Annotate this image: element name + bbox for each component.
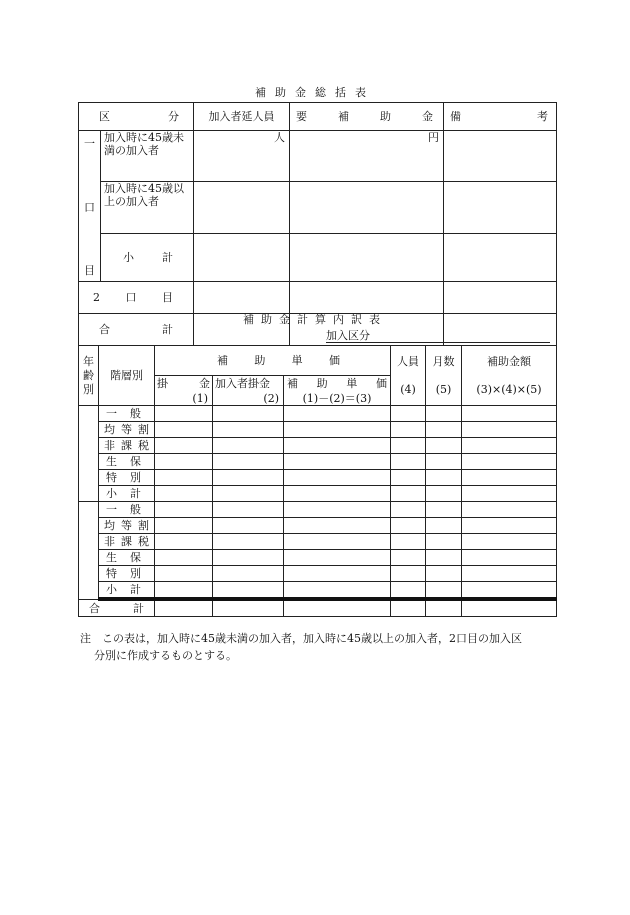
empty-cell [155,550,213,566]
empty-cell [290,233,444,281]
empty-cell [155,422,213,438]
empty-cell [213,599,284,617]
first-unit-label [79,131,101,282]
level-ippan-2: 一 般 [99,502,155,518]
empty-cell [155,582,213,600]
empty-cell [426,470,462,486]
empty-cell [426,486,462,502]
empty-cell [444,233,557,281]
empty-cell [155,438,213,454]
empty-cell [426,582,462,600]
second-unit-label: 2 口 目 [79,282,194,314]
category-over45: 加入時に45歳以上の加入者 [101,182,194,233]
empty-cell [391,422,426,438]
level-shokei-2: 小 計 [99,582,155,600]
breakdown-table [78,345,557,617]
empty-cell [391,438,426,454]
empty-cell [462,454,557,470]
header-amount: 補助金額 (3)×(4)×(5) [462,346,557,406]
empty-cell [155,486,213,502]
empty-cell [155,502,213,518]
age-group-1 [79,406,99,502]
level-kintouwari: 均 等 割 [99,422,155,438]
empty-cell [155,454,213,470]
empty-cell [426,454,462,470]
header-kubun: 区 分 [79,103,194,131]
empty-cell [391,534,426,550]
empty-cell [284,582,391,600]
header-yo: 要 補 助 金 [290,103,444,131]
empty-cell [462,599,557,617]
level-tokubetsu: 特 別 [99,470,155,486]
empty-cell [284,534,391,550]
empty-cell [391,454,426,470]
level-seiho-2: 生 保 [99,550,155,566]
header-persons: 人員 (4) [391,346,426,406]
level-ippan: 一 般 [99,406,155,422]
empty-cell [284,470,391,486]
empty-cell [426,566,462,582]
empty-cell [284,486,391,502]
empty-cell [284,550,391,566]
empty-cell [284,566,391,582]
empty-cell [444,282,557,314]
empty-cell [213,582,284,600]
empty-cell [284,454,391,470]
total-label: 合 計 [79,314,194,346]
breakdown-total-label: 合 計 [79,599,155,617]
empty-cell [391,486,426,502]
category-under45: 加入時に45歳未満の加入者 [101,131,194,182]
empty-cell [155,566,213,582]
unit-person: 人 [194,131,290,182]
header-unit-price: 補 助 単 価 [155,346,391,376]
empty-cell [462,582,557,600]
empty-cell [426,502,462,518]
summary-title: 補助金総括表 [255,86,375,99]
age-group-2 [79,502,99,600]
empty-cell [462,534,557,550]
empty-cell [391,502,426,518]
empty-cell [462,438,557,454]
biko-cell [444,131,557,182]
level-tokubetsu-2: 特 別 [99,566,155,582]
level-hikazei-2: 非 課 税 [99,534,155,550]
empty-cell [213,470,284,486]
empty-cell [290,182,444,233]
empty-cell [426,406,462,422]
empty-cell [213,566,284,582]
empty-cell [391,470,426,486]
empty-cell [213,486,284,502]
empty-cell [194,282,290,314]
empty-cell [155,518,213,534]
header-biko: 備 考 [444,103,557,131]
empty-cell [444,182,557,233]
empty-cell [462,422,557,438]
first-label-3: 目 [84,264,95,277]
empty-cell [391,518,426,534]
empty-cell [194,182,290,233]
level-kintouwari-2: 均 等 割 [99,518,155,534]
empty-cell [290,282,444,314]
empty-cell [426,550,462,566]
empty-cell [213,518,284,534]
header-hojo-tanka: 補 助 単 価 (1)－(2)＝(3) [284,376,391,406]
first-label-1: 一 [84,137,95,150]
empty-cell [426,422,462,438]
empty-cell [391,582,426,600]
footnote-line-1: 注 この表は，加入時に45歳未満の加入者，加入時に45歳以上の加入者，2口目の加入区 [80,632,522,645]
empty-cell [462,470,557,486]
empty-cell [391,550,426,566]
kubun-label: 加入区分 [326,329,550,343]
first-label-2: 口 [84,200,95,214]
empty-cell [462,502,557,518]
empty-cell [284,502,391,518]
empty-cell [155,406,213,422]
footnote-line-2: 分別に作成するものとする。 [94,649,237,662]
header-months: 月数 (5) [426,346,462,406]
empty-cell [462,566,557,582]
empty-cell [213,502,284,518]
summary-table [78,102,557,346]
empty-cell [462,406,557,422]
empty-cell [155,470,213,486]
empty-cell [426,599,462,617]
empty-cell [194,233,290,281]
empty-cell [284,438,391,454]
empty-cell [426,534,462,550]
empty-cell [391,599,426,617]
subtotal-label: 小 計 [101,233,194,281]
empty-cell [284,518,391,534]
empty-cell [213,534,284,550]
empty-cell [462,518,557,534]
empty-cell [426,518,462,534]
empty-cell [462,486,557,502]
footnote [80,630,560,664]
empty-cell [213,438,284,454]
empty-cell [462,550,557,566]
empty-cell [213,454,284,470]
level-hikazei: 非 課 税 [99,438,155,454]
empty-cell [213,406,284,422]
header-level: 階層別 [99,346,155,406]
level-shokei: 小 計 [99,486,155,502]
level-seiho: 生 保 [99,454,155,470]
unit-yen: 円 [290,131,444,182]
empty-cell [155,599,213,617]
empty-cell [213,422,284,438]
empty-cell [391,406,426,422]
header-member-kake: 加入者掛金 (2) [213,376,284,406]
header-kake: 掛 金 (1) [155,376,213,406]
empty-cell [284,422,391,438]
empty-cell [391,566,426,582]
empty-cell [284,599,391,617]
breakdown-title: 補助金計算内訳表 [243,313,387,326]
empty-cell [155,534,213,550]
header-age: 年 齢 別 [79,346,99,406]
empty-cell [213,550,284,566]
empty-cell [426,438,462,454]
header-enin: 加入者延人員 [194,103,290,131]
empty-cell [284,406,391,422]
